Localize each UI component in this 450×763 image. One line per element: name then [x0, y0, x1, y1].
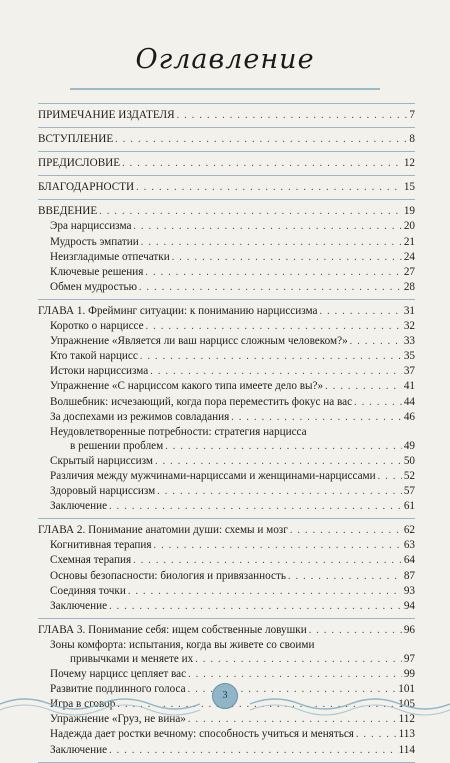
leader-dots [325, 380, 402, 394]
toc-entry[interactable] [38, 379, 415, 394]
leader-dots [288, 570, 402, 584]
entry-page: 112 [398, 713, 415, 726]
toc-entry[interactable] [38, 304, 415, 319]
toc-entry[interactable] [38, 727, 415, 742]
entry-page: 8 [409, 133, 415, 146]
leader-dots [290, 524, 402, 538]
entry-title: Кто такой нарцисс [50, 350, 138, 363]
entry-title: привычками и меняете их [70, 653, 194, 665]
toc-entry[interactable] [38, 410, 415, 425]
toc-entry[interactable] [38, 132, 415, 147]
toc-group-introduction [38, 199, 415, 299]
toc-group-publisher-note [38, 103, 415, 127]
toc-entry[interactable] [38, 523, 415, 538]
toc-group-preface-intro [38, 127, 415, 151]
leader-dots [150, 365, 402, 379]
entry-title: Эра нарциссизма [50, 220, 132, 233]
entry-title: Скрытый нарциссизм [50, 454, 153, 467]
toc-entry[interactable] [38, 484, 415, 499]
entry-title: БЛАГОДАРНОСТИ [38, 181, 135, 194]
entry-page: 15 [403, 181, 415, 194]
entry-page: 33 [403, 335, 415, 348]
entry-title: Упражнение «Является ли ваш нарцисс сложным человеком?» [50, 335, 348, 348]
toc-group-chapter-2 [38, 518, 415, 618]
entry-page: 32 [403, 320, 415, 333]
toc-entry[interactable] [38, 349, 415, 364]
toc-entry-wrapped-line[interactable]: Неудовлетворенные потребности: стратегия нарцисса [50, 425, 307, 438]
entry-title: Когнитивная терапия [50, 539, 152, 552]
toc-entry[interactable] [38, 599, 415, 614]
entry-title: ВВЕДЕНИЕ [38, 205, 98, 218]
toc-entry[interactable] [38, 469, 415, 484]
entry-page: 35 [403, 350, 415, 363]
entry-page: 101 [398, 683, 415, 696]
entry-title: ПРЕДИСЛОВИЕ [38, 157, 121, 170]
entry-page: 62 [403, 524, 415, 537]
leader-dots [145, 266, 401, 280]
toc-entry[interactable] [38, 156, 415, 171]
toc-entry[interactable] [38, 569, 415, 584]
toc-entry[interactable] [38, 538, 415, 553]
leader-dots [154, 539, 402, 553]
entry-title: Заключение [50, 743, 108, 756]
toc-entry[interactable] [38, 235, 415, 250]
entry-page: 12 [403, 157, 415, 170]
leader-dots [165, 440, 402, 454]
toc-entry[interactable] [38, 364, 415, 379]
entry-title: Заключение [50, 599, 108, 612]
toc-group-chapter-1 [38, 299, 415, 518]
entry-title: Упражнение «С нарциссом какого типа имеете дело вы?» [50, 380, 324, 393]
toc-entry[interactable] [38, 204, 415, 219]
entry-title: Различия между мужчинами-нарциссами и женщинами-нарциссами [50, 469, 376, 482]
entry-page: 7 [409, 109, 415, 121]
toc-entry[interactable] [38, 280, 415, 295]
entry-title: Упражнение «Груз, не вина» [50, 713, 186, 726]
toc-entry-wrapped-line[interactable]: Зоны комфорта: испытания, когда вы живете со своими [50, 638, 315, 651]
leader-dots [99, 205, 402, 219]
entry-page: 50 [403, 454, 415, 467]
leader-dots [146, 320, 402, 334]
leader-dots [177, 109, 408, 123]
toc-entry[interactable] [38, 584, 415, 599]
entry-title: ВСТУПЛЕНИЕ [38, 133, 114, 146]
entry-title: Мудрость эмпатии [50, 235, 139, 248]
entry-title: Соединяя точки [50, 584, 126, 597]
entry-title: За доспехами из режимов совладания [50, 410, 230, 423]
leader-dots [141, 236, 402, 250]
entry-title: Почему нарцисс цепляет вас [50, 668, 187, 681]
entry-page: 105 [398, 698, 415, 711]
leader-dots [356, 728, 397, 742]
entry-page: 44 [403, 395, 415, 408]
entry-page: 49 [403, 439, 415, 452]
entry-title: Неизгладимые отпечатки [50, 250, 170, 263]
leader-dots [140, 350, 402, 364]
entry-page: 46 [403, 410, 415, 423]
entry-page: 63 [403, 539, 415, 552]
toc-entry[interactable] [38, 319, 415, 334]
toc-entry-continuation[interactable] [38, 439, 415, 454]
leader-dots [309, 624, 402, 638]
entry-title: Основы безопасности: биология и привязанность [50, 569, 286, 582]
entry-title: Коротко о нарциссе [50, 320, 144, 333]
leader-dots [195, 653, 402, 667]
entry-title: Заключение [50, 500, 108, 513]
entry-title: Обмен мудростью [50, 280, 137, 293]
entry-page: 19 [403, 205, 415, 218]
toc-entry[interactable] [38, 499, 415, 514]
table-of-contents [38, 103, 415, 763]
toc-entry-continuation[interactable] [38, 652, 415, 667]
entry-title: Истоки нарциссизма [50, 365, 149, 378]
entry-title: Надежда дает ростки вечному: способность учиться и меняться [50, 728, 354, 741]
title-ornament-rule [70, 84, 380, 94]
page-title: Оглавление [135, 44, 315, 75]
toc-group-acknowledgements [38, 175, 415, 199]
leader-dots [319, 305, 401, 319]
entry-page: 57 [403, 485, 415, 498]
leader-dots [109, 500, 402, 514]
entry-page: 94 [403, 599, 415, 612]
leader-dots [133, 220, 401, 234]
entry-title: Ключевые решения [50, 265, 144, 278]
leader-dots [109, 600, 402, 614]
leader-dots [354, 396, 402, 410]
toc-entry[interactable] [38, 553, 415, 568]
leader-dots [128, 585, 402, 599]
entry-page: 27 [403, 265, 415, 278]
entry-page: 21 [403, 235, 415, 248]
toc-entry[interactable] [38, 180, 415, 195]
toc-entry[interactable] [38, 108, 415, 123]
entry-page: 114 [398, 743, 415, 756]
leader-dots [115, 133, 407, 147]
entry-page: 99 [403, 668, 415, 681]
toc-entry[interactable] [38, 743, 415, 758]
toc-entry[interactable] [38, 395, 415, 410]
leader-dots [231, 411, 402, 425]
leader-dots [350, 335, 402, 349]
toc-entry[interactable] [38, 454, 415, 469]
title-block [0, 44, 450, 75]
entry-title: Игра в сговор [50, 698, 116, 711]
leader-dots [139, 281, 402, 295]
leader-dots [133, 554, 402, 568]
entry-title: в решении проблем [70, 439, 164, 452]
toc-entry[interactable] [38, 250, 415, 265]
leader-dots [378, 470, 402, 484]
leader-dots [155, 455, 402, 469]
entry-page: 52 [403, 469, 415, 482]
toc-entry[interactable] [38, 219, 415, 234]
entry-title: Развитие подлинного голоса [50, 683, 186, 696]
entry-page: 97 [403, 653, 415, 665]
entry-page: 31 [403, 304, 415, 317]
toc-entry[interactable] [38, 265, 415, 280]
entry-page: 93 [403, 584, 415, 597]
toc-group-foreword [38, 151, 415, 175]
leader-dots [172, 251, 402, 265]
entry-title: Здоровый нарциссизм [50, 485, 156, 498]
entry-page: 64 [403, 554, 415, 567]
page-number-badge: 3 [212, 683, 238, 709]
entry-title: ГЛАВА 1. Фрейминг ситуации: к пониманию нарциссизма [38, 304, 318, 317]
toc-entry[interactable] [38, 334, 415, 349]
entry-title: Волшебник: исчезающий, когда пора переместить фокус на вас [50, 395, 353, 408]
entry-page: 61 [403, 500, 415, 513]
entry-page: 96 [403, 623, 415, 636]
leader-dots [136, 181, 402, 195]
entry-title: ГЛАВА 2. Понимание анатомии души: схемы и мозг [38, 524, 288, 537]
entry-title: Схемная терапия [50, 554, 132, 567]
entry-title: ГЛАВА 3. Понимание себя: ищем собственные ловушки [38, 623, 307, 636]
leader-dots [109, 744, 397, 758]
entry-page: 28 [403, 280, 415, 293]
entry-page: 24 [403, 250, 415, 263]
leader-dots [122, 157, 402, 171]
entry-page: 20 [403, 220, 415, 233]
entry-page: 113 [398, 728, 415, 741]
leader-dots [157, 485, 402, 499]
entry-page: 87 [403, 569, 415, 582]
entry-title: ПРИМЕЧАНИЕ ИЗДАТЕЛЯ [38, 109, 175, 121]
entry-page: 41 [403, 380, 415, 393]
toc-entry[interactable] [38, 623, 415, 638]
entry-page: 37 [403, 365, 415, 378]
